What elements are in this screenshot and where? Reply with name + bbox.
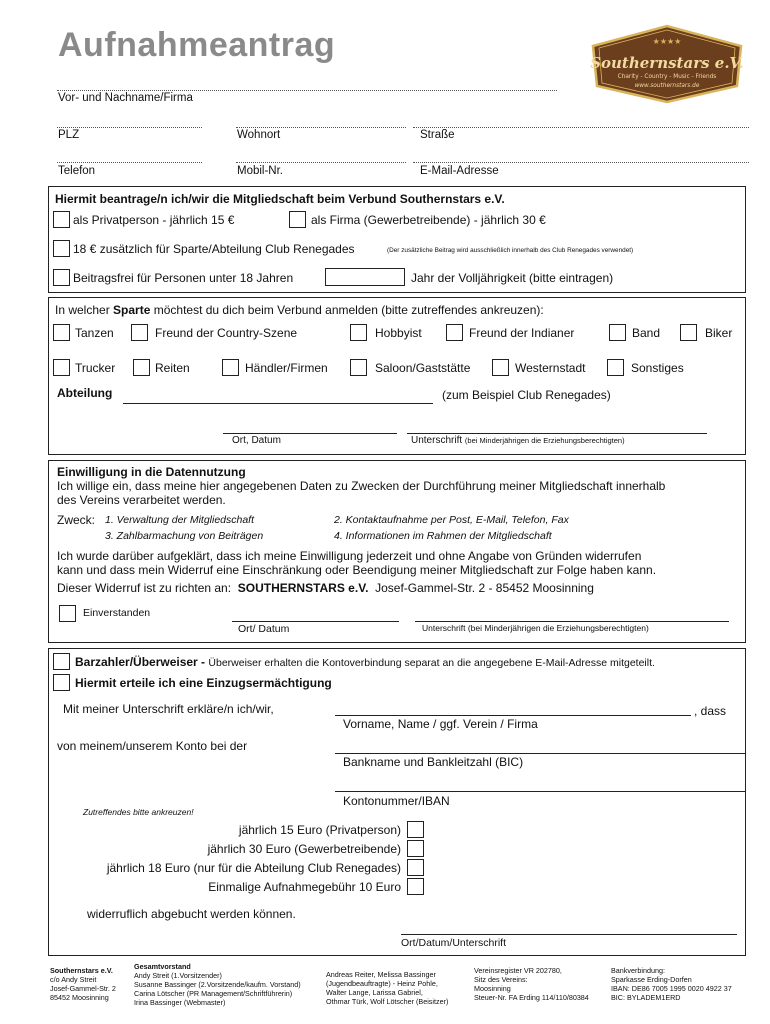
plz-label: PLZ [58, 129, 80, 141]
membership-box [48, 186, 746, 293]
ort-unterschrift-line[interactable] [401, 934, 737, 935]
vorname-label: Vorname, Name / ggf. Verein / Firma [343, 717, 538, 731]
indianer-checkbox[interactable] [446, 324, 463, 341]
barzahler-checkbox[interactable] [53, 653, 70, 670]
unterschrift-label-2: Unterschrift (bei Minderjährigen die Erziehungsberechtigten) [422, 623, 649, 633]
sparte-checkbox[interactable] [53, 240, 70, 257]
bankname-label: Bankname und Bankleitzahl (BIC) [343, 755, 524, 769]
trucker-label: Trucker [75, 361, 116, 375]
payment-box [48, 648, 746, 956]
sparte-question: In welcher Sparte möchtest du dich beim Verbund anmelden (bitte zutreffendes ankreuzen): [55, 303, 544, 317]
datenschutz-line2: des Vereins verarbeitet werden. [57, 493, 226, 507]
mobil-label: Mobil-Nr. [237, 165, 284, 177]
reiten-label: Reiten [155, 361, 190, 375]
membership-heading: Hiermit beantrage/n ich/wir die Mitgliedschaft beim Verbund Southernstars e.V. [55, 192, 505, 206]
zweck-2: 2. Kontaktaufnahme per Post, E-Mail, Telefon, Fax [334, 514, 569, 526]
datenschutz-line1: Ich willige ein, dass meine hier angegebenen Daten zu Zwecken der Durchführung meiner Mitgliedschaft innerhalb [57, 479, 666, 493]
datenschutz-heading: Einwilligung in die Datennutzung [57, 465, 246, 479]
von-konto-text: von meinem/unserem Konto bei der [57, 739, 248, 753]
name-line[interactable] [57, 90, 557, 91]
zweck-3: 3. Zahlbarmachung von Beiträgen [105, 530, 264, 542]
wohnort-line[interactable] [236, 127, 406, 128]
sparte-label: 18 € zusätzlich für Sparte/Abteilung Club Renegades [73, 242, 355, 256]
company-checkbox[interactable] [289, 211, 306, 228]
konto-label: Kontonummer/IBAN [343, 794, 450, 808]
zweck-1: 1. Verwaltung der Mitgliedschaft [105, 514, 255, 526]
biker-checkbox[interactable] [680, 324, 697, 341]
unterschrift-line-2[interactable] [415, 621, 729, 622]
datenschutz-box [48, 460, 746, 643]
wohnort-label: Wohnort [237, 129, 281, 141]
ort-datum-label: Ort, Datum [232, 435, 281, 446]
free-label: Beitragsfrei für Personen unter 18 Jahren [73, 271, 294, 285]
free-checkbox[interactable] [53, 269, 70, 286]
option-30-label: jährlich 30 Euro (Gewerbetreibende) [207, 842, 401, 856]
footer-vorstand: Gesamtvorstand Andy Streit (1.Vorsitzender) Susanne Bassinger (2.Vorsitzende/kaufm. Vorstand) Carina Lötscher (PR Management/Schriftführerin) Irina Bassinger (Webmaster) [134, 962, 301, 1007]
logo-tagline: Charity - Country - Music - Friends [617, 74, 717, 80]
logo-url: www.southernstars.de [634, 83, 700, 89]
einverstanden-label: Einverstanden [83, 607, 151, 619]
ort-unterschrift-label: Ort/Datum/Unterschrift [401, 937, 507, 949]
saloon-label: Saloon/Gaststätte [375, 361, 471, 375]
footer-register: Vereinsregister VR 202780, Sitz des Vereins: Moosinning Steuer-Nr. FA Erding 114/110/80384 [474, 966, 589, 1002]
ort-datum-label-2: Ort/ Datum [238, 623, 290, 635]
option-15-checkbox[interactable] [407, 821, 424, 838]
unterschrift-line[interactable] [407, 433, 707, 434]
haendler-label: Händler/Firmen [245, 361, 328, 375]
age-input[interactable] [325, 268, 405, 286]
abteilung-label: Abteilung [57, 386, 113, 400]
sparte-note: (Der zusätzliche Beitrag wird ausschließlich innerhalb des Club Renegades verwendet) [387, 247, 634, 254]
dass-text: , dass [694, 704, 727, 718]
band-checkbox[interactable] [609, 324, 626, 341]
ort-datum-line[interactable] [223, 433, 397, 434]
telefon-label: Telefon [58, 165, 96, 177]
sonstiges-label: Sonstiges [631, 361, 684, 375]
mobil-line[interactable] [236, 162, 406, 163]
einzug-checkbox[interactable] [53, 674, 70, 691]
logo-name: Southernstars e.V. [590, 54, 744, 72]
ort-datum-line-2[interactable] [232, 621, 399, 622]
westernstadt-label: Westernstadt [515, 361, 586, 375]
widerruflich-text: widerruflich abgebucht werden können. [87, 907, 296, 921]
abteilung-example: (zum Beispiel Club Renegades) [442, 388, 611, 402]
reiten-checkbox[interactable] [133, 359, 150, 376]
svg-text:★★★★: ★★★★ [652, 37, 682, 46]
southernstars-logo [587, 24, 747, 104]
plz-line[interactable] [57, 127, 202, 128]
einzug-label: Hiermit erteile ich eine Einzugsermächtigung [75, 676, 332, 690]
telefon-line[interactable] [57, 162, 202, 163]
zweck-4: 4. Informationen im Rahmen der Mitgliedschaft [334, 530, 552, 542]
trucker-checkbox[interactable] [53, 359, 70, 376]
zutreffendes-note: Zutreffendes bitte ankreuzen! [83, 807, 194, 817]
option-30-checkbox[interactable] [407, 840, 424, 857]
tanzen-checkbox[interactable] [53, 324, 70, 341]
footer-beisitzer: Andreas Reiter, Melissa Bassinger (Jugendbeauftragte) - Heinz Pohle, Walter Lange, Larissa Gabriel, Othmar Türk, Wolf Lötscher (Beisitzer) [326, 970, 449, 1006]
email-label: E-Mail-Adresse [420, 165, 499, 177]
option-10-label: Einmalige Aufnahmegebühr 10 Euro [208, 880, 401, 894]
aufklaerung-1: Ich wurde darüber aufgeklärt, dass ich meine Einwilligung jederzeit und ohne Angabe von Gründen widerrufen [57, 549, 642, 563]
option-18-label: jährlich 18 Euro (nur für die Abteilung Club Renegades) [106, 861, 401, 875]
unterschrift-label: Unterschrift (bei Minderjährigen die Erziehungsberechtigten) [411, 435, 625, 446]
tanzen-label: Tanzen [75, 326, 114, 340]
abteilung-line[interactable] [123, 403, 433, 404]
name-label: Vor- und Nachname/Firma [58, 92, 193, 104]
country-szene-label: Freund der Country-Szene [155, 326, 298, 340]
einverstanden-checkbox[interactable] [59, 605, 76, 622]
westernstadt-checkbox[interactable] [492, 359, 509, 376]
band-label: Band [632, 326, 661, 340]
age-label: Jahr der Volljährigkeit (bitte eintragen) [411, 271, 614, 285]
company-label: als Firma (Gewerbetreibende) - jährlich 30 € [311, 213, 546, 227]
bankname-line[interactable] [335, 753, 745, 754]
strasse-line[interactable] [413, 127, 749, 128]
konto-line[interactable] [335, 791, 745, 792]
sparte-box [48, 297, 746, 455]
haendler-checkbox[interactable] [222, 359, 239, 376]
option-10-checkbox[interactable] [407, 878, 424, 895]
sonstiges-checkbox[interactable] [607, 359, 624, 376]
footer-bank: Bankverbindung: Sparkasse Erding-Dorfen IBAN: DE86 7005 1995 0020 4922 37 BIC: BYLADEM1ERD [611, 966, 732, 1002]
indianer-label: Freund der Indianer [469, 326, 575, 340]
option-15-label: jährlich 15 Euro (Privatperson) [238, 823, 401, 837]
private-label: als Privatperson - jährlich 15 € [73, 213, 235, 227]
country-szene-checkbox[interactable] [131, 324, 148, 341]
mit-meiner-text: Mit meiner Unterschrift erkläre/n ich/wir, [63, 702, 274, 716]
page-title: Aufnahmeantrag [58, 26, 336, 64]
saloon-checkbox[interactable] [350, 359, 367, 376]
option-18-checkbox[interactable] [407, 859, 424, 876]
widerruf-text: Dieser Widerruf ist zu richten an: SOUTHERNSTARS e.V. Josef-Gammel-Str. 2 - 85452 Moosinning [57, 581, 594, 595]
barzahler-text: Barzahler/Überweiser - Überweiser erhalten die Kontoverbindung separat an die angegebene E-Mail-Adresse mitgeteilt. [75, 655, 655, 669]
zweck-label: Zweck: [57, 513, 96, 527]
hobbyist-label: Hobbyist [375, 326, 422, 340]
vorname-line[interactable] [335, 715, 691, 716]
aufklaerung-2: kann und dass mein Widerruf eine Einschränkung oder Beendigung meiner Mitgliedschaft zur Folge haben kann. [57, 563, 657, 577]
footer-address: Southernstars e.V. c/o Andy Streit Josef-Gammel-Str. 2 85452 Moosinning [50, 966, 116, 1002]
biker-label: Biker [705, 326, 733, 340]
strasse-label: Straße [420, 129, 455, 141]
private-checkbox[interactable] [53, 211, 70, 228]
hobbyist-checkbox[interactable] [350, 324, 367, 341]
email-line[interactable] [413, 162, 749, 163]
